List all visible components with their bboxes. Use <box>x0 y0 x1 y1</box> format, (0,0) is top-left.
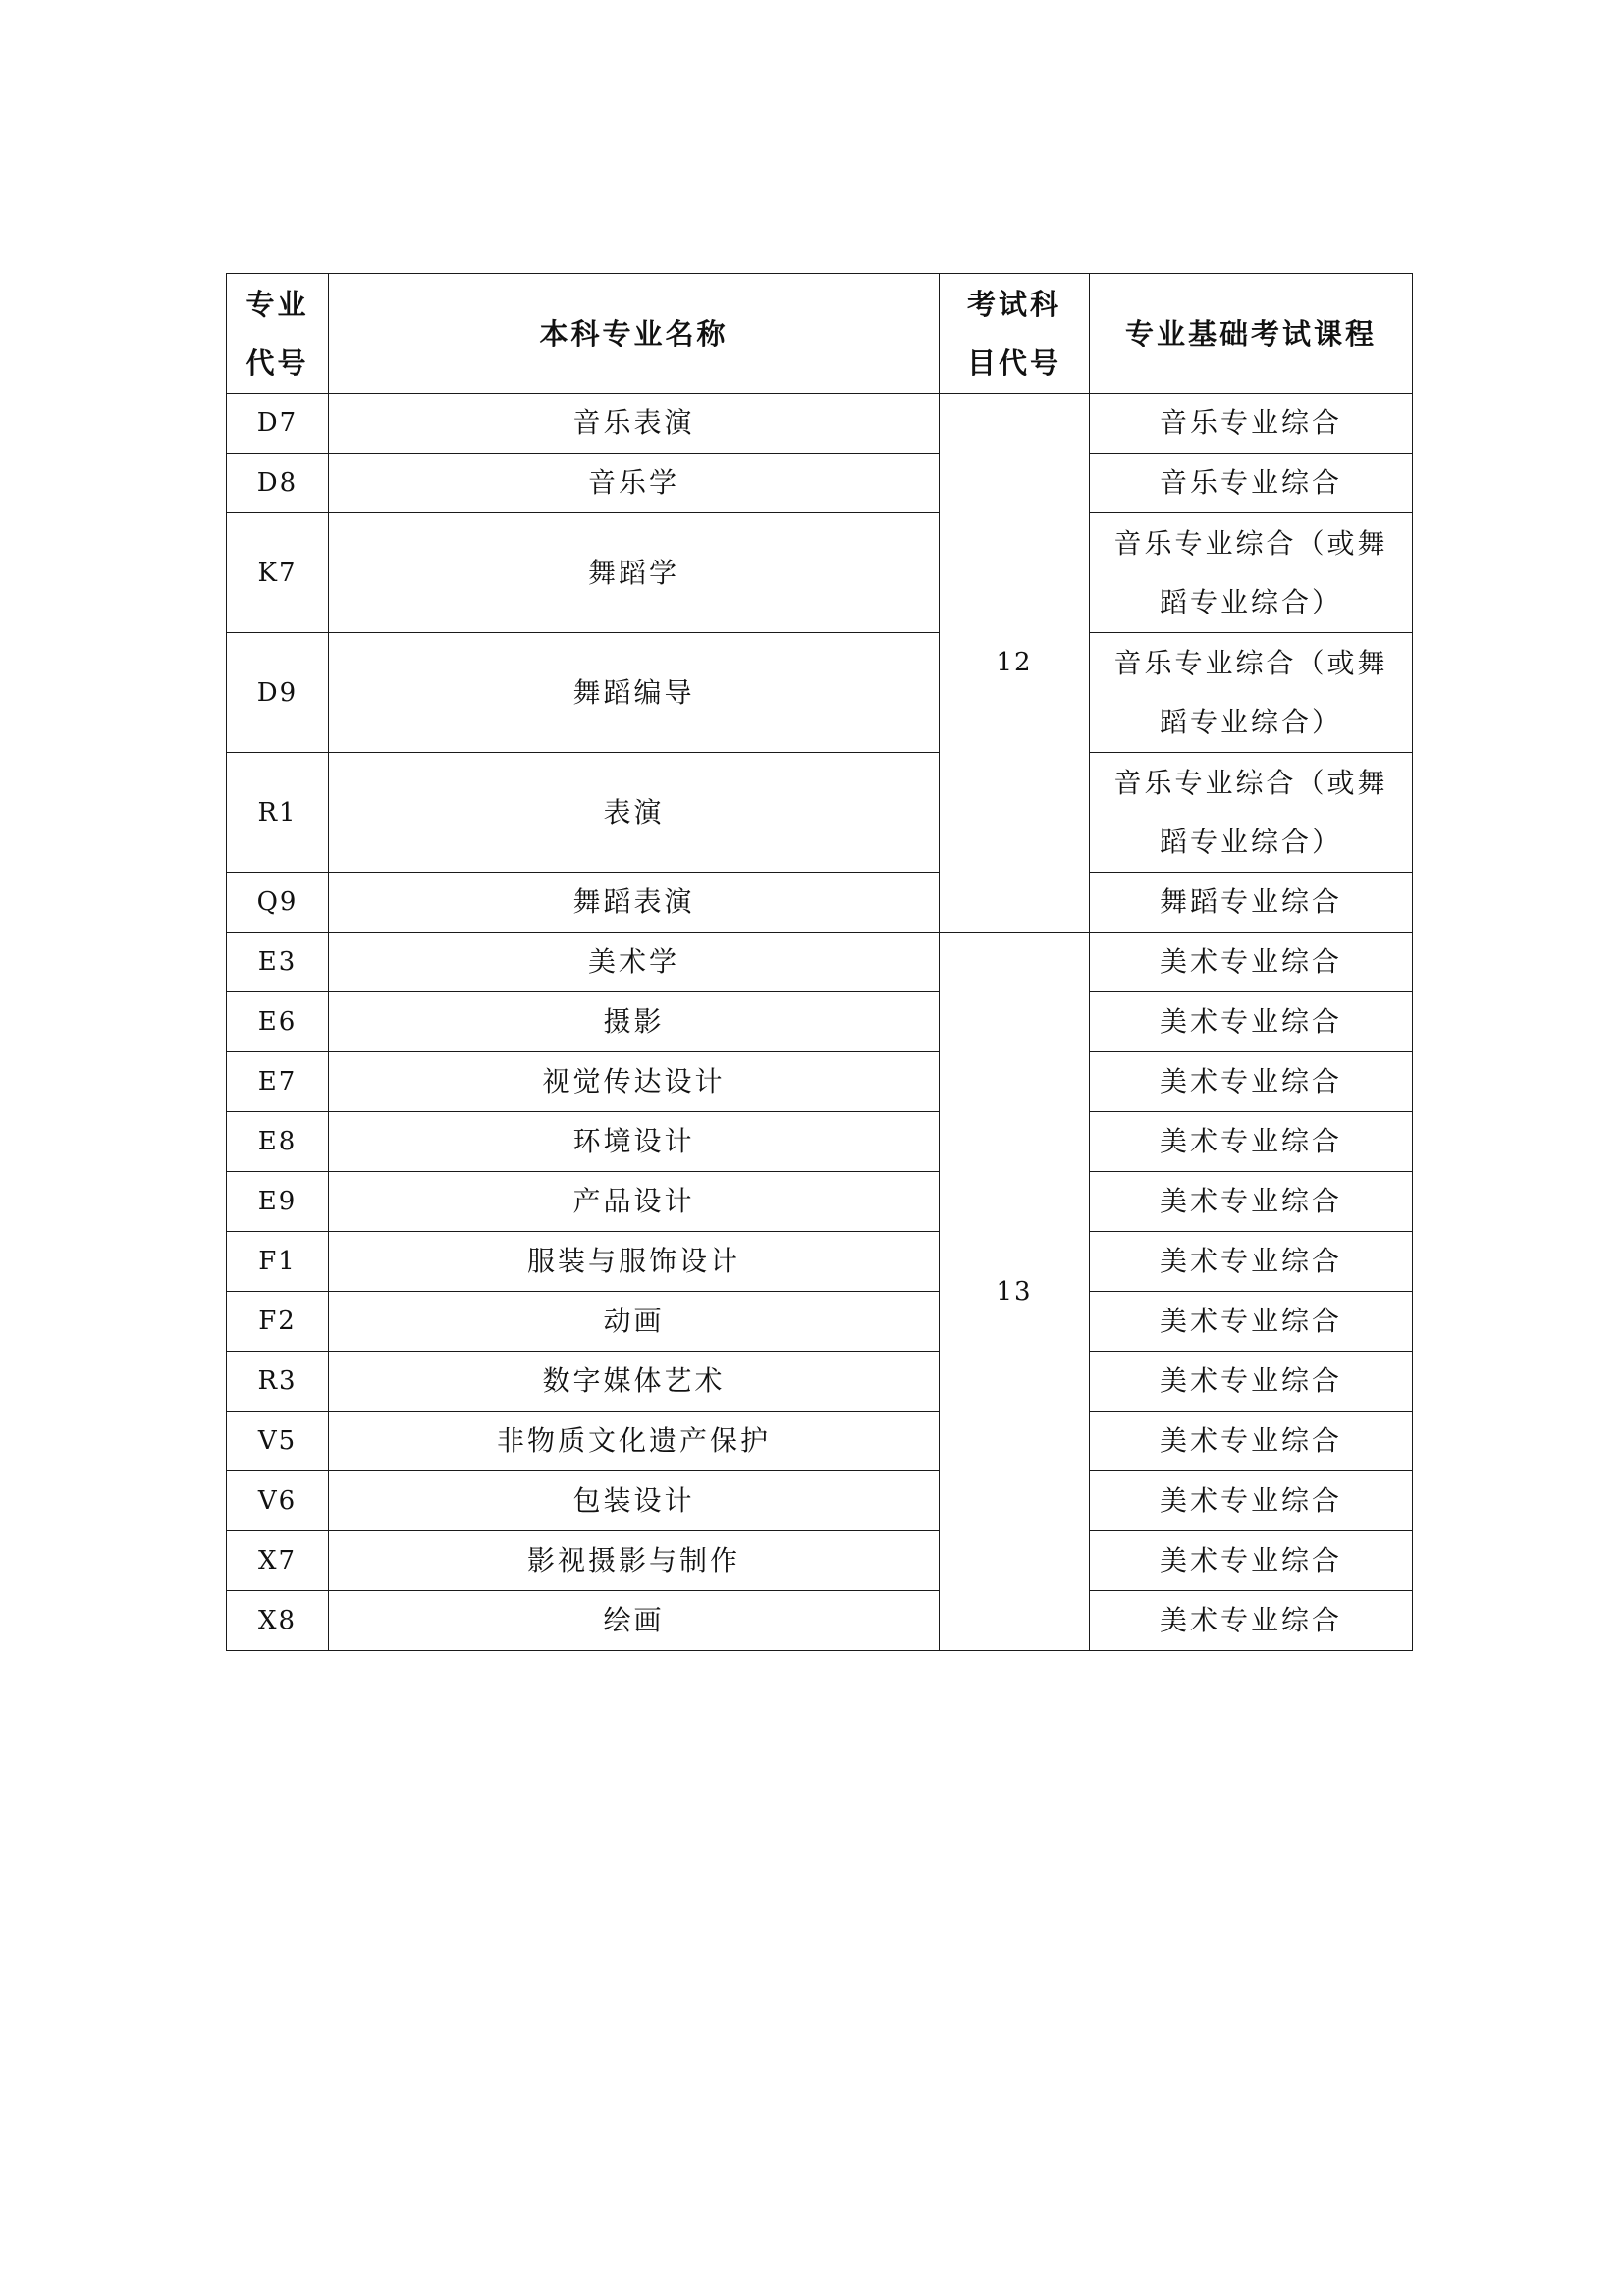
exam-course-text: 美术专业综合 <box>1159 945 1342 978</box>
exam-course-text: 美术专业综合 <box>1159 1305 1342 1337</box>
header-row <box>227 274 1413 394</box>
exam-course-text: 音乐专业综合 <box>1159 406 1342 439</box>
exam-course-cell <box>1090 1471 1413 1531</box>
major-name-cell: 摄影 <box>329 992 940 1052</box>
major-name-cell: 绘画 <box>329 1591 940 1651</box>
exam-course-cell <box>1090 1112 1413 1172</box>
table-row <box>227 1292 1413 1352</box>
table-row <box>227 1172 1413 1232</box>
major-name-cell: 影视摄影与制作 <box>329 1531 940 1591</box>
exam-code-cell: 12 <box>940 394 1090 933</box>
exam-course-text: 美术专业综合 <box>1159 1245 1342 1277</box>
major-code-cell: F2 <box>227 1292 329 1352</box>
header-course: 专业基础考试课程 <box>1090 274 1413 394</box>
major-name-cell: 动画 <box>329 1292 940 1352</box>
major-name-cell: 服装与服饰设计 <box>329 1232 940 1292</box>
major-code-cell: X7 <box>227 1531 329 1591</box>
major-code-cell: D9 <box>227 633 329 753</box>
major-code-cell: X8 <box>227 1591 329 1651</box>
major-code-cell: D7 <box>227 394 329 454</box>
major-code-cell: R1 <box>227 753 329 873</box>
table-row <box>227 1112 1413 1172</box>
major-name-cell: 包装设计 <box>329 1471 940 1531</box>
exam-course-cell <box>1090 1531 1413 1591</box>
exam-code-cell: 13 <box>940 933 1090 1651</box>
exam-course-cell <box>1090 1352 1413 1412</box>
exam-course-cell <box>1090 513 1413 633</box>
exam-course-text: 美术专业综合 <box>1159 1424 1342 1457</box>
exam-course-cell <box>1090 1052 1413 1112</box>
major-name-cell: 环境设计 <box>329 1112 940 1172</box>
major-code-cell: D8 <box>227 454 329 513</box>
exam-course-text: 音乐专业综合（或舞蹈专业综合） <box>1113 766 1388 858</box>
exam-course-cell <box>1090 1292 1413 1352</box>
major-name-cell: 产品设计 <box>329 1172 940 1232</box>
exam-course-text: 美术专业综合 <box>1159 1125 1342 1157</box>
major-code-cell: E9 <box>227 1172 329 1232</box>
exam-course-cell <box>1090 633 1413 753</box>
exam-course-cell <box>1090 933 1413 992</box>
table-row <box>227 933 1413 992</box>
major-code-cell: V5 <box>227 1412 329 1471</box>
major-name-cell: 舞蹈学 <box>329 513 940 633</box>
major-code-cell: V6 <box>227 1471 329 1531</box>
table-row <box>227 454 1413 513</box>
exam-course-text: 音乐专业综合（或舞蹈专业综合） <box>1113 646 1388 738</box>
major-name-cell: 舞蹈编导 <box>329 633 940 753</box>
exam-course-text: 美术专业综合 <box>1159 1544 1342 1576</box>
exam-course-cell <box>1090 1172 1413 1232</box>
exam-course-cell <box>1090 1412 1413 1471</box>
table-row <box>227 1531 1413 1591</box>
header-major-name: 本科专业名称 <box>329 274 940 394</box>
major-code-cell: Q9 <box>227 873 329 933</box>
table-row <box>227 753 1413 873</box>
major-code-cell: E3 <box>227 933 329 992</box>
exam-course-text: 美术专业综合 <box>1159 1065 1342 1097</box>
table-row <box>227 1591 1413 1651</box>
major-name-cell: 美术学 <box>329 933 940 992</box>
table-row <box>227 1412 1413 1471</box>
exam-course-text: 美术专业综合 <box>1159 1005 1342 1038</box>
exam-course-cell <box>1090 394 1413 454</box>
major-code-cell: R3 <box>227 1352 329 1412</box>
table-row <box>227 1232 1413 1292</box>
exam-course-cell <box>1090 1591 1413 1651</box>
major-name-cell: 表演 <box>329 753 940 873</box>
exam-course-text: 音乐专业综合 <box>1159 466 1342 499</box>
exam-course-cell <box>1090 1232 1413 1292</box>
exam-course-cell <box>1090 454 1413 513</box>
exam-course-cell <box>1090 753 1413 873</box>
exam-course-cell <box>1090 873 1413 933</box>
exam-course-text: 音乐专业综合（或舞蹈专业综合） <box>1113 526 1388 618</box>
exam-course-text: 美术专业综合 <box>1159 1364 1342 1397</box>
major-name-cell: 音乐学 <box>329 454 940 513</box>
header-major-code: 专业代号 <box>227 274 329 394</box>
exam-course-text: 美术专业综合 <box>1159 1604 1342 1636</box>
major-name-cell: 舞蹈表演 <box>329 873 940 933</box>
major-name-cell: 数字媒体艺术 <box>329 1352 940 1412</box>
header-exam-code: 考试科目代号 <box>940 274 1090 394</box>
major-name-cell: 非物质文化遗产保护 <box>329 1412 940 1471</box>
table-row <box>227 1352 1413 1412</box>
table-row <box>227 633 1413 753</box>
major-name-cell: 视觉传达设计 <box>329 1052 940 1112</box>
major-code-cell: E8 <box>227 1112 329 1172</box>
major-code-cell: F1 <box>227 1232 329 1292</box>
major-code-cell: E6 <box>227 992 329 1052</box>
exam-course-cell <box>1090 992 1413 1052</box>
exam-course-text: 美术专业综合 <box>1159 1185 1342 1217</box>
major-code-cell: E7 <box>227 1052 329 1112</box>
exam-course-text: 舞蹈专业综合 <box>1159 885 1342 918</box>
table-body <box>227 394 1413 1651</box>
table-row <box>227 1052 1413 1112</box>
major-exam-table <box>226 273 1413 1651</box>
table-row <box>227 992 1413 1052</box>
table-row <box>227 394 1413 454</box>
table-row <box>227 513 1413 633</box>
major-name-cell: 音乐表演 <box>329 394 940 454</box>
exam-course-text: 美术专业综合 <box>1159 1484 1342 1517</box>
major-code-cell: K7 <box>227 513 329 633</box>
table-row <box>227 1471 1413 1531</box>
table-row <box>227 873 1413 933</box>
